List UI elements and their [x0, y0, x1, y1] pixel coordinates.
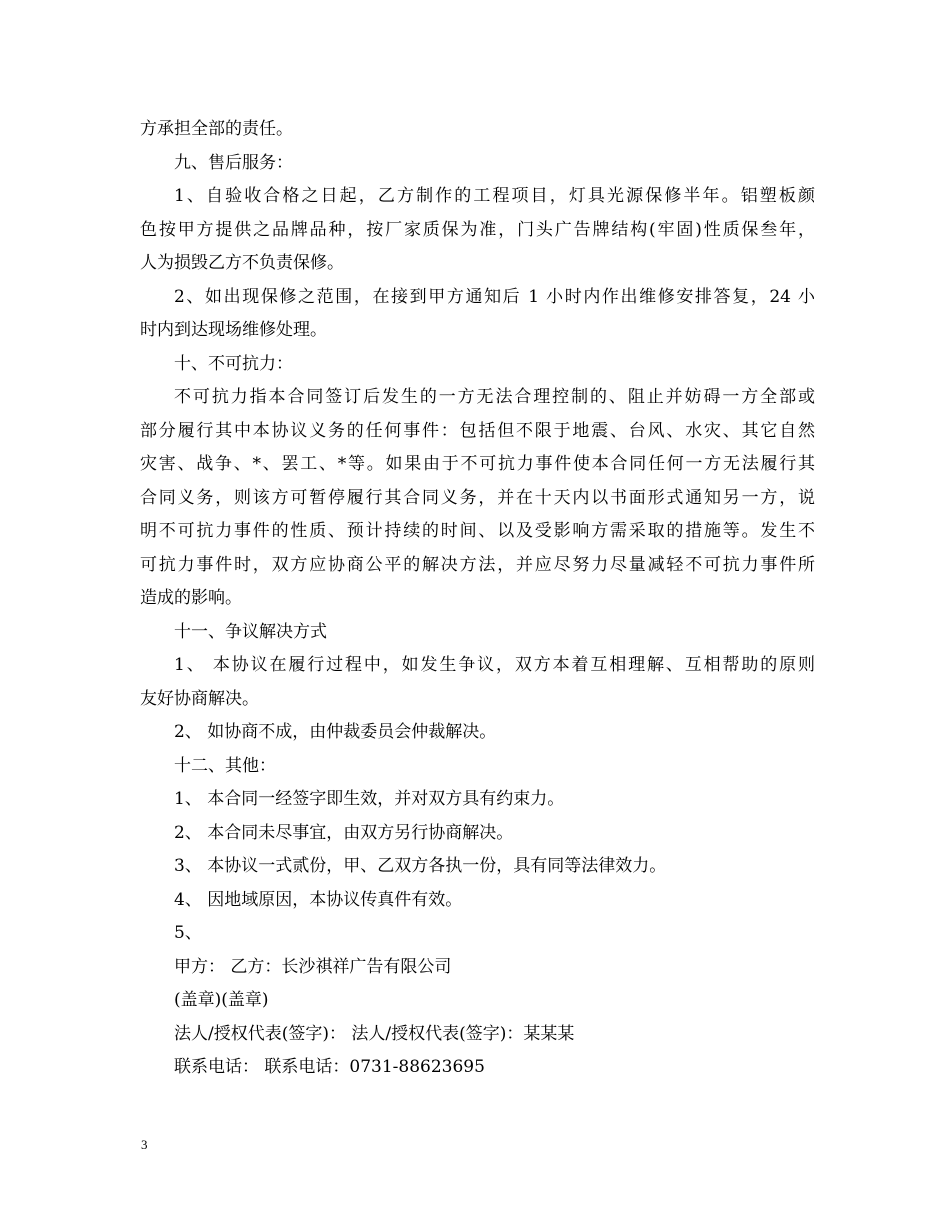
signature-line: 法人/授权代表(签字)： 法人/授权代表(签字)：某某某	[174, 1023, 575, 1044]
text-line: 2、 本合同未尽事宜，由双方另行协商解决。	[174, 822, 514, 843]
text-line: 时内到达现场维修处理。	[140, 320, 327, 340]
section-heading-force-majeure: 十、不可抗力：	[174, 353, 293, 374]
text-line: 友好协商解决。	[140, 688, 259, 709]
text-line: 2、 如协商不成，由仲裁委员会仲裁解决。	[174, 722, 497, 742]
page-number: 3	[141, 1137, 148, 1152]
text-line: 造成的影响。	[140, 588, 242, 608]
text-line: 1、 本协议在履行过程中，如发生争议，双方本着互相理解、互相帮助的原则	[174, 655, 815, 675]
text-line: 3、 本协议一式贰份，甲、乙双方各执一份，具有同等法律效力。	[174, 856, 667, 876]
text-line: 1、 本合同一经签字即生效，并对双方具有约束力。	[174, 789, 565, 809]
seal-line: (盖章)(盖章)	[174, 990, 269, 1010]
text-line: 色按甲方提供之品牌品种，按厂家质保为准，门头广告牌结构(牢固)性质保叁年，	[140, 219, 815, 240]
text-line: 合同义务，则该方可暂停履行其合同义务，并在十天内以书面形式通知另一方，说	[140, 487, 815, 508]
text-line: 2、如出现保修之范围，在接到甲方通知后 1 小时内作出维修安排答复，24 小	[174, 286, 815, 307]
text-line: 方承担全部的责任。	[140, 119, 293, 139]
text-line: 灾害、战争、*、罢工、*等。如果由于不可抗力事件使本合同任何一方无法履行其	[140, 454, 815, 474]
text-line: 1、自验收合格之日起，乙方制作的工程项目，灯具光源保修半年。铝塑板颜	[174, 186, 815, 206]
text-line: 5、	[174, 923, 202, 943]
document-body	[140, 113, 815, 1085]
contact-phone-line: 联系电话： 联系电话：0731-88623695	[174, 1057, 485, 1077]
section-heading-dispute-resolution: 十一、争议解决方式	[174, 621, 327, 642]
section-heading-other: 十二、其他：	[174, 755, 276, 776]
text-line: 明不可抗力事件的性质、预计持续的时间、以及受影响方需采取的措施等。发生不	[140, 521, 815, 541]
text-line: 不可抗力指本合同签订后发生的一方无法合理控制的、阻止并妨碍一方全部或	[174, 387, 815, 407]
text-line: 人为损毁乙方不负责保修。	[140, 253, 344, 273]
text-line: 4、 因地域原因，本协议传真件有效。	[174, 889, 463, 910]
text-line: 可抗力事件时，双方应协商公平的解决方法，并应尽努力尽量减轻不可抗力事件所	[140, 554, 815, 575]
party-names-line: 甲方： 乙方：长沙祺祥广告有限公司	[174, 956, 452, 977]
text-line: 部分履行其中本协议义务的任何事件：包括但不限于地震、台风、水灾、其它自然	[140, 420, 815, 441]
section-heading-after-sales: 九、售后服务：	[174, 152, 293, 173]
